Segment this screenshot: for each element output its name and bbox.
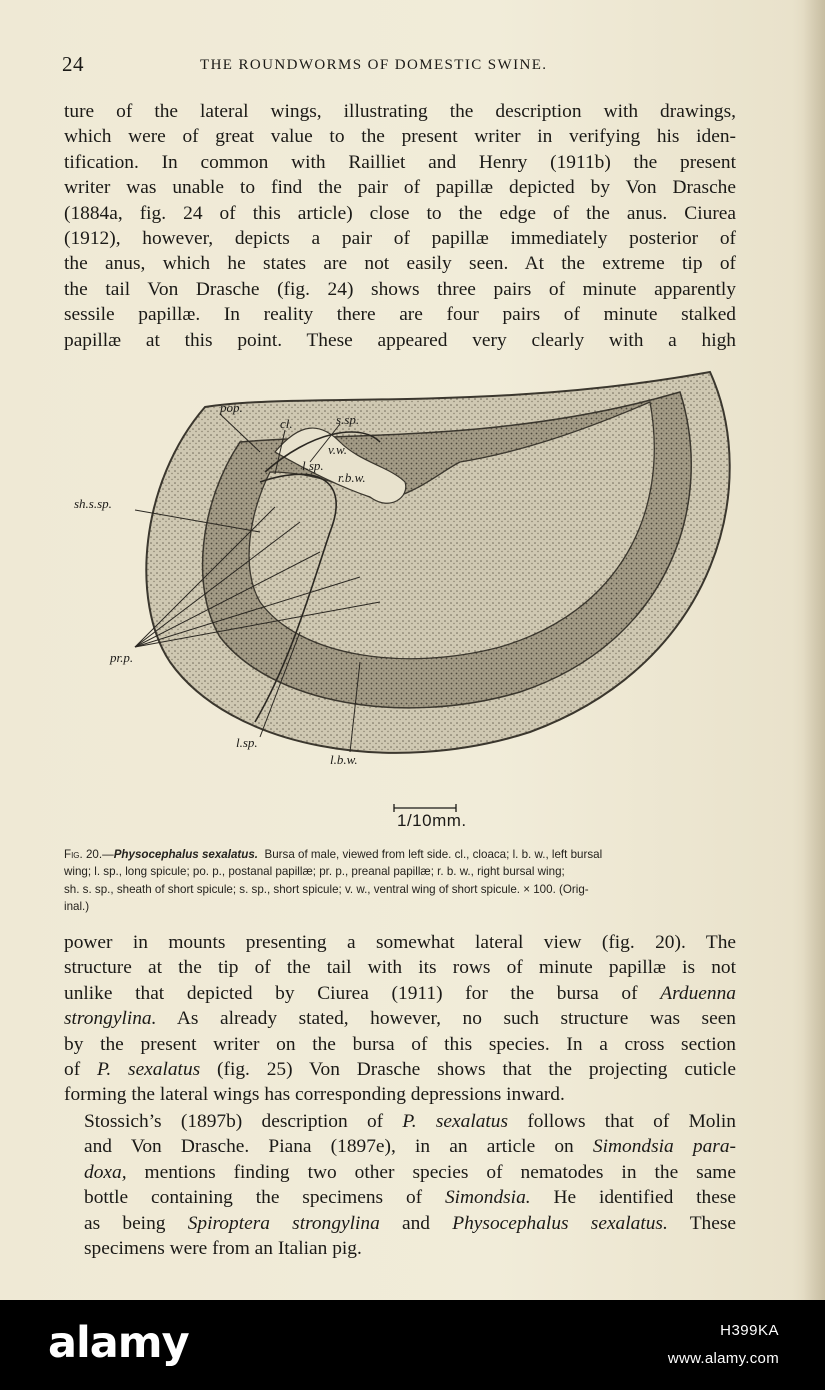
label-lbw: l.b.w. [330,752,358,767]
label-shssp: sh.s.sp. [74,496,112,511]
text-line: of P. sexalatus (fig. 25) Von Drasche shows that the projecting cuticle [64,1059,736,1081]
page-header [62,52,738,80]
label-rbw: r.b.w. [338,470,366,485]
caption-line: wing; l. sp., long spicule; po. p., postanal papillæ; pr. p., preanal papillæ; r. b. w., right bursal wing; [64,865,565,879]
text-line: sessile papillæ. In reality there are four pairs of minute stalked [64,304,736,326]
label-vw: v.w. [328,442,348,457]
caption-line: Fig. 20.—Physocephalus sexalatus. Bursa of male, viewed from left side. cl., cloaca; l. b. w., left bursal [64,848,603,861]
running-head: THE ROUNDWORMS OF DOMESTIC SWINE. [200,57,548,73]
text-line: papillæ at this point. These appeared very clearly with a high [64,329,736,351]
brand-logo: alamy [48,1318,189,1368]
label-ssp: s.sp. [336,412,360,427]
text-line: by the present writer on the bursa of this species. In a cross section [64,1033,736,1055]
text-line: (1912), however, depicts a pair of papillæ immediately posterior of [64,228,736,250]
text-line: as being Spiroptera strongylina and Physocephalus sexalatus. These [84,1212,736,1234]
figure-caption [64,846,740,916]
text-line: the anus, which he states are not easily seen. At the extreme tip of [64,253,736,275]
text-line: writer was unable to find the pair of papillæ depicted by Von Drasche [64,177,736,199]
text-line: specimens were from an Italian pig. [84,1238,362,1260]
text-line: strongylina. As already stated, however, no such structure was seen [64,1008,736,1030]
text-line: (1884a, fig. 24 of this article) close to the edge of the anus. Ciurea [64,202,736,224]
label-lsp-bottom: l.sp. [236,735,258,750]
label-cl: cl. [280,416,293,431]
label-pop: pop. [220,400,243,415]
paragraph-3 [64,1109,736,1261]
page-edge-shadow [803,0,825,1300]
caption-line: inal.) [64,900,90,914]
caption-species: Physocephalus sexalatus. [113,848,259,861]
text-line: the tail Von Drasche (fig. 24) shows three pairs of minute apparently [64,278,736,300]
text-line: ture of the lateral wings, illustrating the description with drawings, [64,101,736,122]
label-prp: pr.p. [110,650,134,665]
caption-line: sh. s. sp., sheath of short spicule; s. sp., short spicule; v. w., ventral wing of short spicule. × 100. (Orig- [64,882,589,896]
text-line: which were of great value to the present writer in verifying his iden- [64,126,736,148]
text-line: and Von Drasche. Piana (1897e), in an article on Simondsia para- [84,1136,736,1158]
text-line: bottle containing the specimens of Simondsia. He identified these [84,1187,736,1209]
stock-watermark-banner [0,1300,825,1390]
paragraph-1 [64,99,736,353]
text-line: Stossich’s (1897b) description of P. sexalatus follows that of Molin [84,1111,736,1132]
scale-label: 1/10mm. [397,811,467,830]
text-line: power in mounts presenting a somewhat lateral view (fig. 20). The [64,932,736,953]
bursa-drawing [60,362,750,782]
figure-bursa-illustration [60,362,750,782]
site-url: www.alamy.com [667,1350,779,1367]
text-line: tification. In common with Railliet and Henry (1911b) the present [64,151,736,173]
label-lsp-top: l.sp. [302,458,324,473]
image-id: H399KA [720,1322,779,1339]
text-line: forming the lateral wings has corresponding depressions inward. [64,1084,565,1106]
caption-text: Bursa of male, viewed from left side. cl., cloaca; l. b. w., left bursal [264,848,603,861]
paragraph-2 [64,930,736,1108]
text-line: unlike that depicted by Ciurea (1911) for the bursa of Arduenna [64,982,736,1004]
page-number: 24 [62,52,84,76]
scale-bar [390,800,480,840]
text-line: structure at the tip of the tail with its rows of minute papillæ is not [64,957,736,979]
caption-figure-id: Fig. 20. [64,848,103,861]
text-line: doxa, mentions finding two other species of nematodes in the same [84,1161,736,1183]
